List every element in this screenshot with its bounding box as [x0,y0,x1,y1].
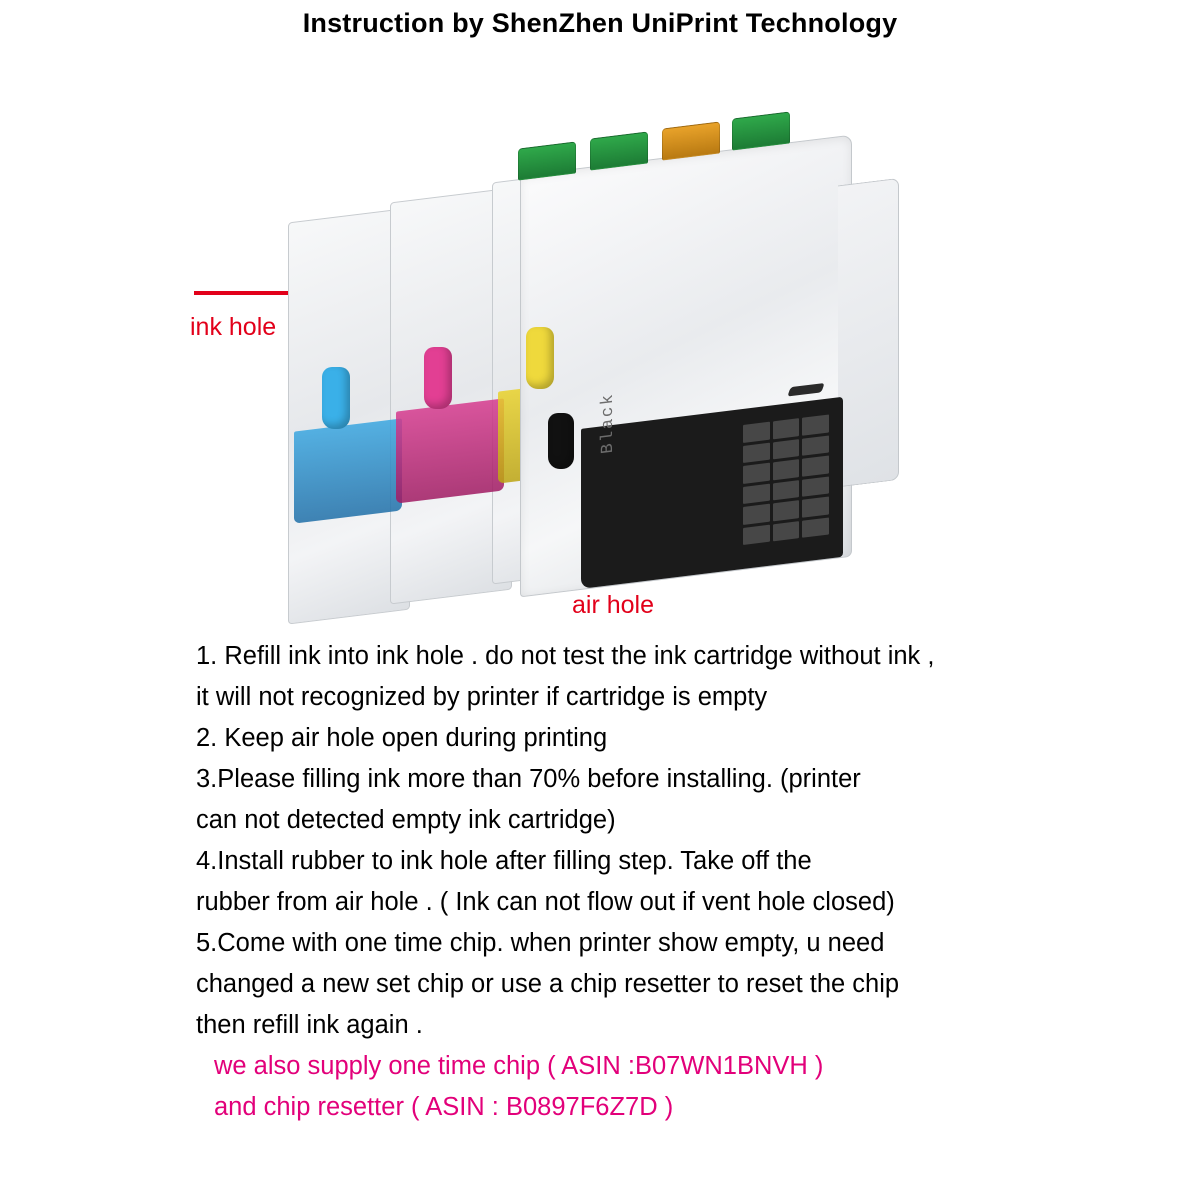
cartridge-shoulder [838,178,899,487]
plug-cyan [322,367,350,429]
plug-yellow [526,327,554,389]
chip-contacts [743,414,829,545]
ink-pool-magenta [396,398,504,503]
ink-hole-label: ink hole [190,313,277,341]
instruction-line: changed a new set chip or use a chip resetter to reset the chip [196,970,900,998]
black-label: Black [599,391,618,455]
chip-tab [787,383,824,397]
instruction-line: 5.Come with one time chip. when printer show empty, u need [196,929,885,957]
cartridge-black-body [520,135,852,598]
air-hole-label: air hole [572,591,654,619]
instruction-line: 2. Keep air hole open during printing [196,724,608,752]
instruction-line: rubber from air hole . ( Ink can not flow out if vent hole closed) [196,888,895,916]
instruction-line: 4.Install rubber to ink hole after filling step. Take off the [196,847,812,875]
instruction-list [196,636,1196,1128]
cartridge-group [270,95,930,605]
instruction-line: then refill ink again . [196,1011,423,1039]
instruction-line: 1. Refill ink into ink hole . do not test the ink cartridge without ink , [196,642,935,670]
plug-black-air-hole [548,413,574,469]
supply-note: we also supply one time chip ( ASIN :B07WN1BNVH ) [214,1052,824,1080]
page-title: Instruction by ShenZhen UniPrint Technology [302,8,898,38]
black-chip-zone [581,391,843,589]
instruction-line: it will not recognized by printer if cartridge is empty [196,683,768,711]
cartridge-illustration [0,55,1200,625]
instruction-line: 3.Please filling ink more than 70% before installing. (printer [196,765,861,793]
ink-pool-cyan [294,418,402,523]
plug-magenta [424,347,452,409]
instruction-line: can not detected empty ink cartridge) [196,806,616,834]
supply-note: and chip resetter ( ASIN : B0897F6Z7D ) [214,1093,674,1121]
